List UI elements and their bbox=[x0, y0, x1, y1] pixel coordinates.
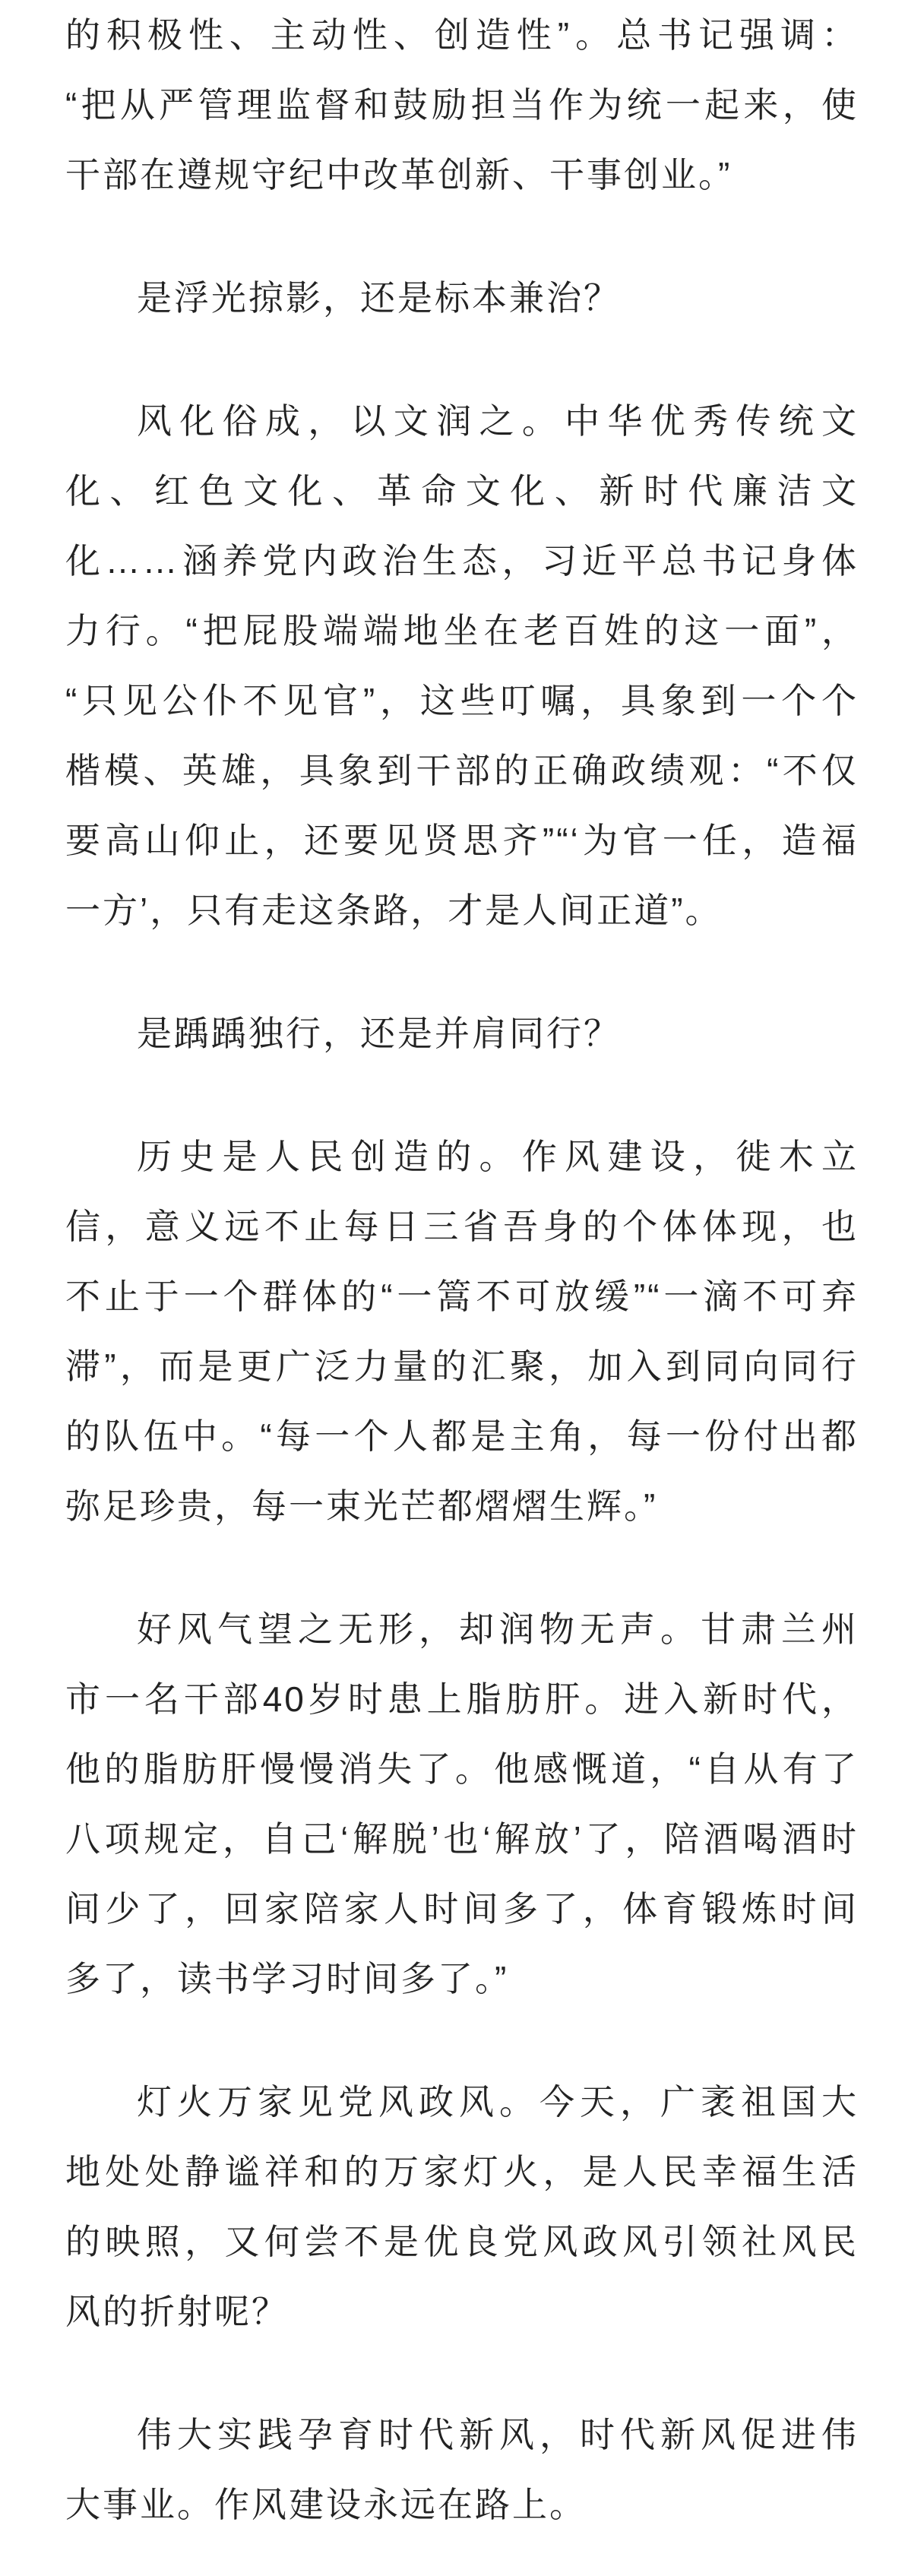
text-line: “只见公仆不见官”，这些叮嘱，具象到一个个 bbox=[65, 681, 859, 720]
text-line: “把从严管理监督和鼓励担当作为统一起来，使 bbox=[65, 85, 859, 125]
text-line: 风化俗成，以文润之。中华优秀传统文 bbox=[137, 401, 859, 441]
text-line: 干部在遵规守纪中改革创新、干事创业。” bbox=[65, 155, 733, 195]
article-paragraph bbox=[65, 386, 859, 945]
text-line: 灯火万家见党风政风。今天，广袤祖国大 bbox=[137, 2082, 859, 2122]
text-line: 好风气望之无形，却润物无声。甘肃兰州 bbox=[137, 1609, 859, 1649]
text-line: 大事业。作风建设永远在路上。 bbox=[65, 2485, 587, 2524]
text-line: 楷模、英雄，具象到干部的正确政绩观：“不仅 bbox=[65, 751, 859, 790]
question-paragraph bbox=[65, 263, 859, 333]
text-line: 的积极性、主动性、创造性”。总书记强调： bbox=[65, 15, 859, 55]
text-line: 间少了，回家陪家人时间多了，体育锻炼时间 bbox=[65, 1889, 859, 1929]
text-line: 他的脂肪肝慢慢消失了。他感慨道，“自从有了 bbox=[65, 1749, 859, 1789]
question-paragraph bbox=[65, 998, 859, 1068]
text-line: 历史是人民创造的。作风建设，徙木立 bbox=[137, 1137, 859, 1176]
text-line: 不止于一个群体的“一篙不可放缓”“一滴不可弃 bbox=[65, 1277, 859, 1316]
text-line: 多了，读书学习时间多了。” bbox=[65, 1959, 509, 1998]
article-paragraph bbox=[65, 1122, 859, 1541]
text-line: 市一名干部40岁时患上脂肪肝。进入新时代， bbox=[65, 1679, 859, 1719]
text-line: 的队伍中。“每一个人都是主角，每一份付出都 bbox=[65, 1416, 859, 1456]
text-line: 是踽踽独行，还是并肩同行？ bbox=[137, 1014, 621, 1053]
article-paragraph bbox=[65, 0, 859, 210]
text-line: 化……涵养党内政治生态，习近平总书记身体 bbox=[65, 541, 859, 581]
text-line: 化、红色文化、革命文化、新时代廉洁文 bbox=[65, 471, 859, 511]
text-line: 是浮光掠影，还是标本兼治？ bbox=[137, 278, 621, 318]
article-paragraph bbox=[65, 2067, 859, 2347]
text-line: 的映照，又何尝不是优良党风政风引领社风民 bbox=[65, 2222, 859, 2261]
text-line: 力行。“把屁股端端地坐在老百姓的这一面”， bbox=[65, 611, 859, 650]
article-paragraph bbox=[65, 1594, 859, 2014]
text-line: 地处处静谧祥和的万家灯火，是人民幸福生活 bbox=[65, 2152, 859, 2191]
text-line: 要高山仰止，还要见贤思齐”“‘为官一任，造福 bbox=[65, 821, 859, 860]
text-line: 风的折射呢？ bbox=[65, 2292, 289, 2331]
text-line: 八项规定，自己‘解脱’也‘解放’了，陪酒喝酒时 bbox=[65, 1819, 859, 1859]
article-paragraph bbox=[65, 2400, 859, 2540]
text-line: 一方’，只有走这条路，才是人间正道”。 bbox=[65, 891, 723, 930]
text-line: 信，意义远不止每日三省吾身的个体体现，也 bbox=[65, 1207, 859, 1246]
text-line: 伟大实践孕育时代新风，时代新风促进伟 bbox=[137, 2415, 859, 2454]
text-line: 弥足珍贵，每一束光芒都熠熠生辉。” bbox=[65, 1486, 658, 1526]
text-line: 滞”，而是更广泛力量的汇聚，加入到同向同行 bbox=[65, 1347, 859, 1386]
